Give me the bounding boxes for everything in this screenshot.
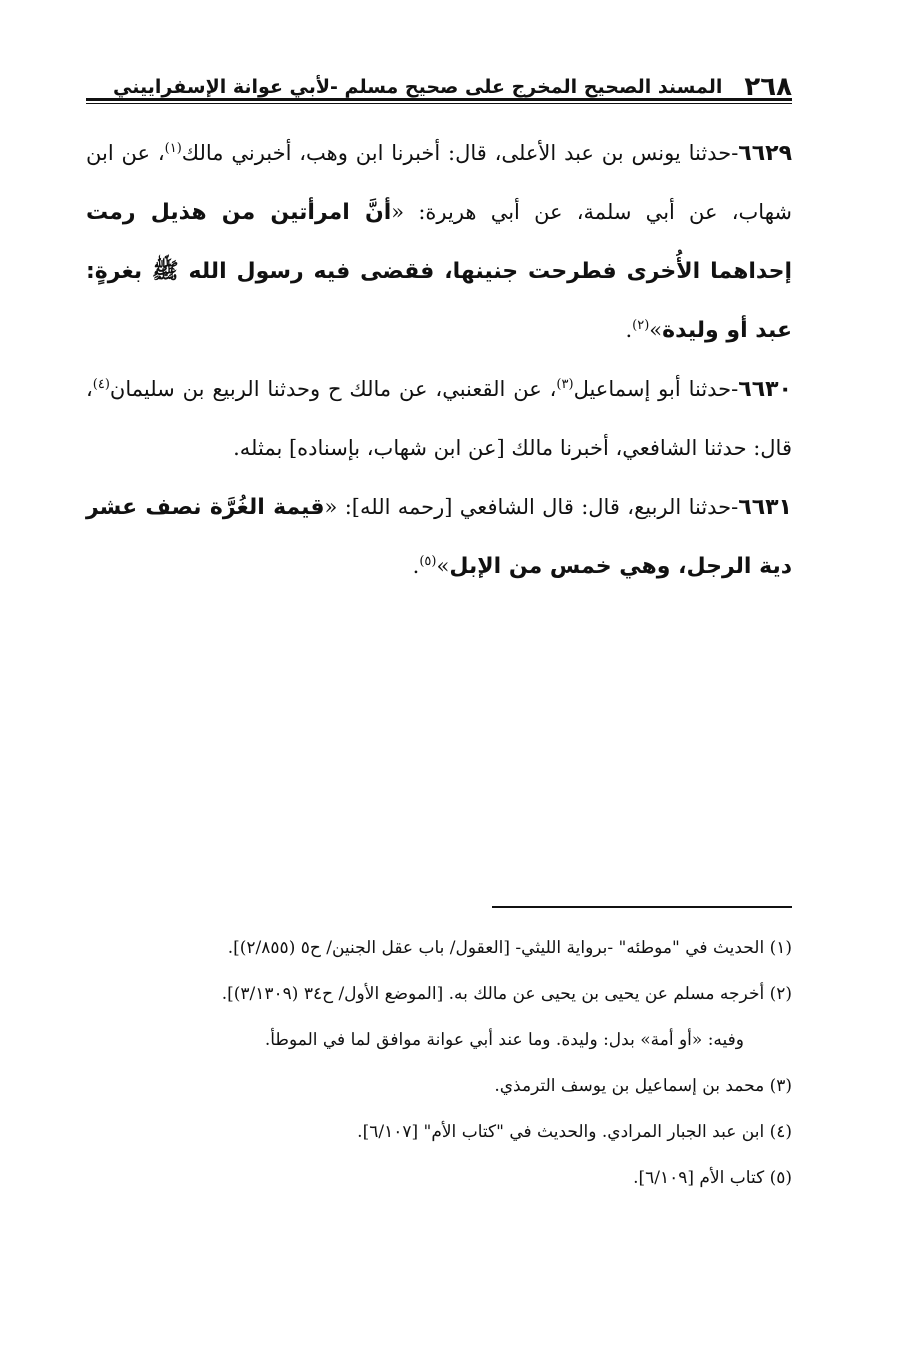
footnote-ref: (٤) (92, 377, 110, 392)
hadith-matn: أنَّ امرأتين من هذيل رمت إحداهما الأُخرى فطرحت جنينها، فقضى فيه رسول الله ﷺ بغرةٍ: عبد أو وليدة (86, 200, 792, 343)
footnote-2-continuation: وفيه: «أو أمة» بدل: وليدة. وما عند أبي عوانة موافق لما في الموطأ. (264, 1030, 744, 1050)
header-rule (86, 98, 792, 104)
hadith-6629 (86, 124, 792, 360)
page-number: ٢٦٨ (744, 72, 792, 102)
hadith-text: ، قال: حدثنا الشافعي، أخبرنا مالك [عن ابن شهاب، بإسناده] بمثله. (86, 377, 792, 460)
hadith-text: . (412, 554, 420, 578)
hadith-6631 (86, 478, 792, 596)
footnote-4: (٤) ابن عبد الجبار المرادي. والحديث في "كتاب الأم" [٦/١٠٧]. (357, 1122, 792, 1142)
hadith-number: ٦٦٣٠ (738, 377, 792, 402)
hadith-text: -حدثنا يونس بن عبد الأعلى، قال: أخبرنا ابن وهب، أخبرني مالك (181, 141, 739, 165)
hadith-text: » (436, 554, 450, 578)
hadith-text: » (649, 318, 663, 342)
main-text (86, 124, 792, 596)
hadith-matn: قيمة الغُرَّة نصف عشر دية الرجل، وهي خمس من الإبل (86, 495, 792, 579)
hadith-text: -حدثنا الربيع، قال: قال الشافعي [رحمه الله]: « (324, 495, 739, 519)
running-title: المسند الصحيح المخرج على صحيح مسلم -لأبي عوانة الإسفراييني (113, 76, 723, 98)
footnote-ref: (٣) (556, 377, 574, 392)
footnote-1: (١) الحديث في "موطئه" -برواية الليثي- [العقول/ باب عقل الجنين/ ح٥ (٢/٨٥٥)]. (227, 938, 792, 958)
hadith-number: ٦٦٢٩ (738, 141, 793, 166)
footnote-2: (٢) أخرجه مسلم عن يحيى بن يحيى عن مالك به. [الموضع الأول/ ح٣٤ (٣/١٣٠٩)]. (221, 984, 792, 1004)
footnote-5: (٥) كتاب الأم [٦/١٠٩]. (633, 1168, 792, 1188)
hadith-number: ٦٦٣١ (738, 495, 792, 520)
hadith-6630 (86, 360, 792, 478)
hadith-text: ، عن ابن شهاب، عن أبي سلمة، عن أبي هريرة: « (86, 141, 792, 224)
hadith-text: -حدثنا أبو إسماعيل (573, 377, 739, 401)
hadith-text: ، عن القعنبي، عن مالك ح وحدثنا الربيع بن سليمان (109, 377, 557, 401)
footnote-separator (492, 906, 792, 908)
page-header (86, 66, 792, 102)
footnote-ref: (٢) (632, 318, 650, 333)
footnote-3: (٣) محمد بن إسماعيل بن يوسف الترمذي. (494, 1076, 792, 1096)
footnote-ref: (٥) (419, 554, 437, 569)
footnote-ref: (١) (164, 141, 182, 156)
hadith-text: . (625, 318, 633, 342)
footnotes (86, 925, 792, 1201)
